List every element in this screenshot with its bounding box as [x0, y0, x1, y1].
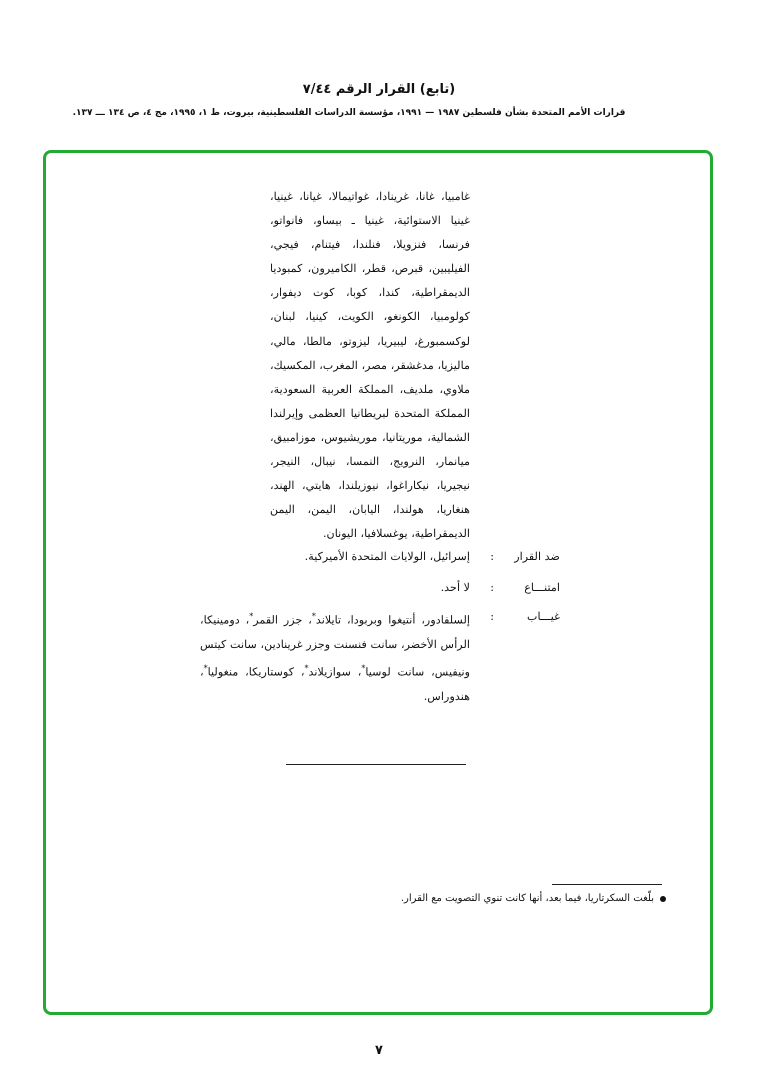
footnote-marker: * [249, 612, 254, 621]
bullet-icon [660, 896, 666, 902]
absent-text-2: ، جزر القمر [253, 613, 312, 627]
footnote-divider [552, 884, 662, 885]
absent-text-1: إلسلفادور، أنتيغوا وبربودا، تايلاند [315, 613, 470, 627]
absent-text-6: ، هندوراس. [200, 665, 470, 703]
footnote [401, 893, 666, 904]
footnote-text: بلّغت السكرتاريا، فيما بعد، أنها كانت تنوي التصويت مع القرار. [400, 893, 654, 904]
abstain-value: لا أحد. [440, 581, 470, 594]
in-favor-country-list: غامبيا، غانا، غرينادا، غواتيمالا، غيانا، غينيا، غينيا الاستوائية، غينيا ـ بيساو، فانواتو، فرنسا، فنزويلا، فنلندا، فيتنام، فيجي، الفيليبين، قبرص، قطر، الكاميرون، كمبوديا الديمقراطية، كندا، كوبا، كوت ديفوار، كولومبيا، الكونغو، الكويت، كينيا، لبنان، لوكسمبورغ، ليبيريا، ليزوتو، مالطا، مالي، ماليزيا، مدغشقر، مصر، المغرب، المكسيك، ملاوي، ملديف، المملكة العربية السعودية، المملكة المتحدة لبريطانيا العظمى وإيرلندا الشمالية، موريتانيا، موريشيوس، موزامبيق، ميانمار، النرويج، النمسا، نيبال، النيجر، نيجيريا، نيكاراغوا، نيوزيلندا، هايتي، الهند، هنغاريا، هولندا، اليابان، اليمن، اليمن الديمقراطية، يوغسلافيا، اليونان. [270, 190, 470, 541]
absent-text-3: ، دومينيكا، الرأس الأخضر، سانت فنسنت وجزر غرينادين، سانت كيتس ونيفيس، سانت لوسيا [200, 613, 470, 679]
page-title: (تابع) القرار الرقم ٧/٤٤ [302, 82, 456, 97]
footnote-marker: * [203, 663, 208, 673]
page-number: ٧ [375, 1043, 383, 1058]
abstain-colon: : [490, 581, 494, 594]
absent-colon: : [490, 610, 494, 623]
against-value: إسرائيل، الولايات المتحدة الأميركية. [304, 550, 470, 563]
section-divider [286, 764, 466, 765]
footnote-marker: * [304, 663, 309, 673]
absent-text-5: ، كوستاريكا، منغوليا [207, 665, 305, 679]
abstain-label: امتنـــاع [524, 581, 560, 594]
absent-label: غيـــاب [527, 610, 560, 623]
absent-text-4: ، سوازيلاند [308, 665, 362, 679]
footnote-marker: * [361, 663, 366, 673]
source-citation: قرارات الأمم المتحدة بشأن فلسطين ١٩٨٧ — ١٩٩١، مؤسسة الدراسات الفلسطينية، بيروت، ط ١، ١٩٩٥، مج ٤، ص ١٣٤ ـــ ١٣٧. [72, 108, 626, 118]
absent-value [200, 605, 470, 709]
against-label: ضد القرار [514, 550, 560, 563]
against-colon: : [490, 550, 494, 563]
footnote-marker: * [311, 612, 316, 621]
